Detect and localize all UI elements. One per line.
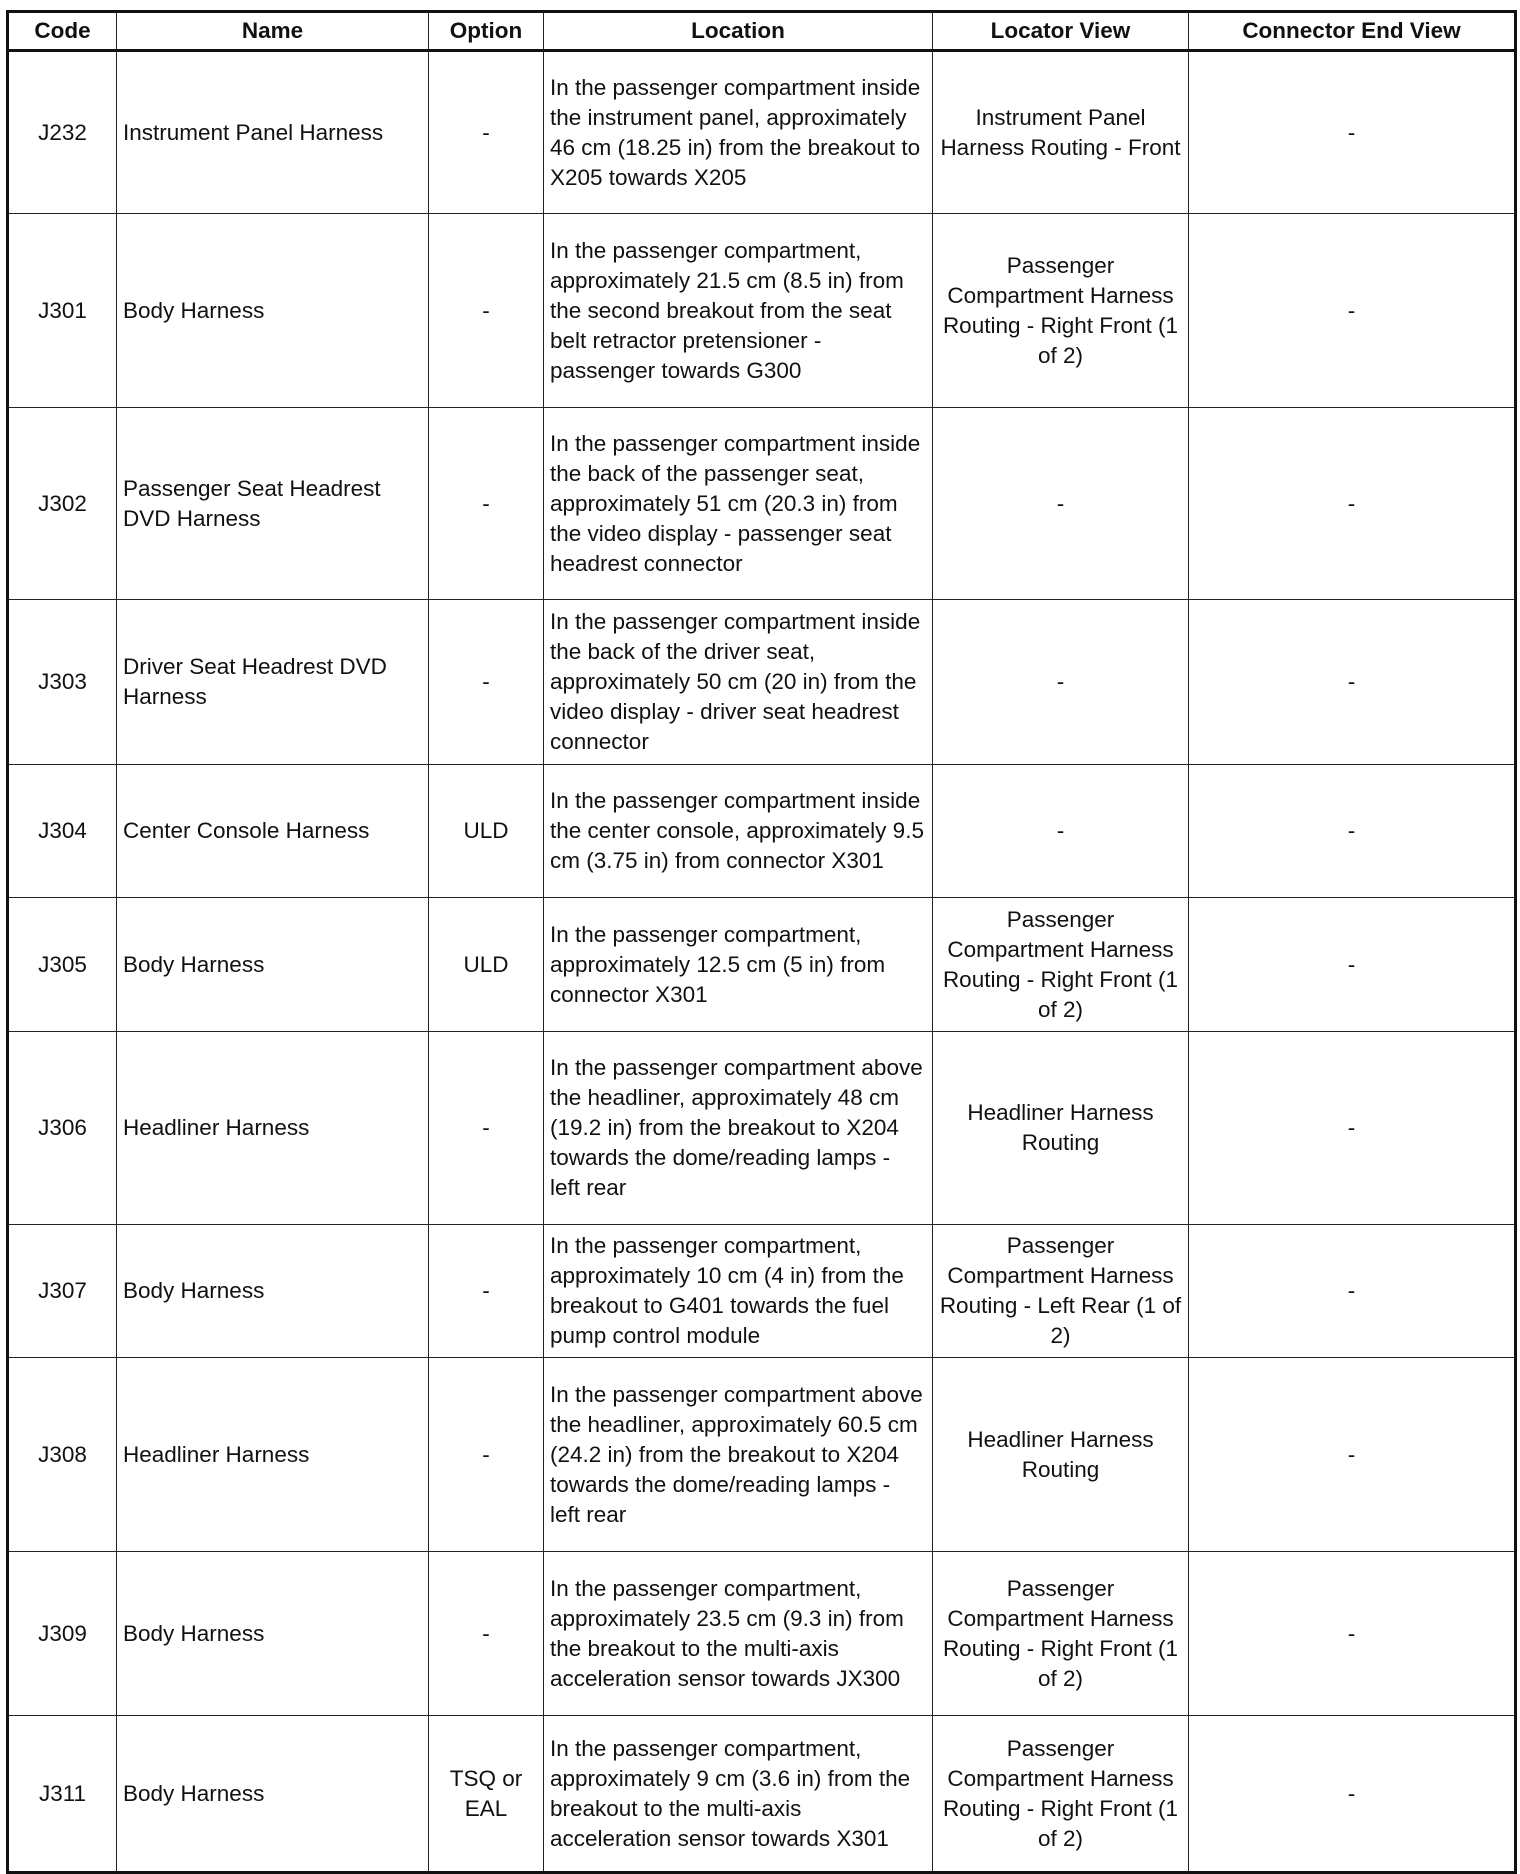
option-cell: - bbox=[429, 1358, 544, 1552]
table-row bbox=[8, 898, 1516, 1032]
table-row bbox=[8, 1552, 1516, 1716]
location-cell: In the passenger compartment, approximately 23.5 cm (9.3 in) from the breakout to the multi-axis acceleration sensor towards JX300 bbox=[544, 1552, 933, 1716]
locator-view-cell: - bbox=[933, 765, 1189, 898]
location-cell: In the passenger compartment above the headliner, approximately 60.5 cm (24.2 in) from the breakout to X204 towards the dome/reading lamps - left rear bbox=[544, 1358, 933, 1552]
option-cell: TSQ or EAL bbox=[429, 1716, 544, 1873]
name-cell: Passenger Seat Headrest DVD Harness bbox=[117, 408, 429, 600]
connector-end-view-cell: - bbox=[1189, 1225, 1516, 1358]
option-cell: - bbox=[429, 214, 544, 408]
connector-end-view-cell: - bbox=[1189, 214, 1516, 408]
connector-end-view-cell: - bbox=[1189, 408, 1516, 600]
code-cell: J302 bbox=[8, 408, 117, 600]
name-cell: Body Harness bbox=[117, 898, 429, 1032]
option-cell: - bbox=[429, 1032, 544, 1225]
connector-end-view-cell: - bbox=[1189, 898, 1516, 1032]
location-cell: In the passenger compartment inside the instrument panel, approximately 46 cm (18.25 in) from the breakout to X205 towards X205 bbox=[544, 51, 933, 214]
code-cell: J305 bbox=[8, 898, 117, 1032]
header-connector-end-view: Connector End View bbox=[1189, 12, 1516, 51]
table-row bbox=[8, 1358, 1516, 1552]
table-row bbox=[8, 51, 1516, 214]
name-cell: Instrument Panel Harness bbox=[117, 51, 429, 214]
name-cell: Center Console Harness bbox=[117, 765, 429, 898]
location-cell: In the passenger compartment, approximately 10 cm (4 in) from the breakout to G401 towards the fuel pump control module bbox=[544, 1225, 933, 1358]
header-locator-view: Locator View bbox=[933, 12, 1189, 51]
connector-end-view-cell: - bbox=[1189, 1032, 1516, 1225]
connector-end-view-cell: - bbox=[1189, 1552, 1516, 1716]
name-cell: Body Harness bbox=[117, 1225, 429, 1358]
name-cell: Headliner Harness bbox=[117, 1358, 429, 1552]
option-cell: ULD bbox=[429, 898, 544, 1032]
name-cell: Body Harness bbox=[117, 214, 429, 408]
table-row bbox=[8, 1032, 1516, 1225]
locator-view-cell: Headliner Harness Routing bbox=[933, 1358, 1189, 1552]
header-option: Option bbox=[429, 12, 544, 51]
code-cell: J311 bbox=[8, 1716, 117, 1873]
locator-view-cell: - bbox=[933, 408, 1189, 600]
locator-view-cell: Headliner Harness Routing bbox=[933, 1032, 1189, 1225]
option-cell: - bbox=[429, 1552, 544, 1716]
locator-view-cell: - bbox=[933, 600, 1189, 765]
code-cell: J309 bbox=[8, 1552, 117, 1716]
connector-end-view-cell: - bbox=[1189, 765, 1516, 898]
table-row bbox=[8, 600, 1516, 765]
locator-view-cell: Passenger Compartment Harness Routing - Right Front (1 of 2) bbox=[933, 214, 1189, 408]
code-cell: J307 bbox=[8, 1225, 117, 1358]
option-cell: - bbox=[429, 408, 544, 600]
option-cell: - bbox=[429, 51, 544, 214]
name-cell: Driver Seat Headrest DVD Harness bbox=[117, 600, 429, 765]
location-cell: In the passenger compartment inside the back of the passenger seat, approximately 51 cm (20.3 in) from the video display - passenger seat headrest connector bbox=[544, 408, 933, 600]
location-cell: In the passenger compartment, approximately 12.5 cm (5 in) from connector X301 bbox=[544, 898, 933, 1032]
code-cell: J306 bbox=[8, 1032, 117, 1225]
locator-view-cell: Passenger Compartment Harness Routing - Left Rear (1 of 2) bbox=[933, 1225, 1189, 1358]
header-name: Name bbox=[117, 12, 429, 51]
name-cell: Headliner Harness bbox=[117, 1032, 429, 1225]
location-cell: In the passenger compartment inside the back of the driver seat, approximately 50 cm (20 in) from the video display - driver seat headrest connector bbox=[544, 600, 933, 765]
location-cell: In the passenger compartment above the headliner, approximately 48 cm (19.2 in) from the breakout to X204 towards the dome/reading lamps - left rear bbox=[544, 1032, 933, 1225]
header-row bbox=[8, 12, 1516, 51]
table-row bbox=[8, 214, 1516, 408]
locator-view-cell: Passenger Compartment Harness Routing - Right Front (1 of 2) bbox=[933, 1716, 1189, 1873]
connector-end-view-cell: - bbox=[1189, 51, 1516, 214]
table-row bbox=[8, 408, 1516, 600]
table-row bbox=[8, 1716, 1516, 1873]
location-cell: In the passenger compartment inside the center console, approximately 9.5 cm (3.75 in) from connector X301 bbox=[544, 765, 933, 898]
option-cell: - bbox=[429, 1225, 544, 1358]
table-row bbox=[8, 765, 1516, 898]
header-code: Code bbox=[8, 12, 117, 51]
code-cell: J232 bbox=[8, 51, 117, 214]
connector-end-view-cell: - bbox=[1189, 1716, 1516, 1873]
location-cell: In the passenger compartment, approximately 9 cm (3.6 in) from the breakout to the multi-axis acceleration sensor towards X301 bbox=[544, 1716, 933, 1873]
locator-view-cell: Passenger Compartment Harness Routing - Right Front (1 of 2) bbox=[933, 898, 1189, 1032]
code-cell: J308 bbox=[8, 1358, 117, 1552]
code-cell: J304 bbox=[8, 765, 117, 898]
locator-view-cell: Instrument Panel Harness Routing - Front bbox=[933, 51, 1189, 214]
option-cell: ULD bbox=[429, 765, 544, 898]
connector-end-view-cell: - bbox=[1189, 600, 1516, 765]
option-cell: - bbox=[429, 600, 544, 765]
code-cell: J303 bbox=[8, 600, 117, 765]
connector-end-view-cell: - bbox=[1189, 1358, 1516, 1552]
locator-view-cell: Passenger Compartment Harness Routing - Right Front (1 of 2) bbox=[933, 1552, 1189, 1716]
table-row bbox=[8, 1225, 1516, 1358]
header-location: Location bbox=[544, 12, 933, 51]
code-cell: J301 bbox=[8, 214, 117, 408]
location-cell: In the passenger compartment, approximately 21.5 cm (8.5 in) from the second breakout from the seat belt retractor pretensioner - passenger towards G300 bbox=[544, 214, 933, 408]
name-cell: Body Harness bbox=[117, 1716, 429, 1873]
splice-table bbox=[6, 10, 1517, 1874]
name-cell: Body Harness bbox=[117, 1552, 429, 1716]
